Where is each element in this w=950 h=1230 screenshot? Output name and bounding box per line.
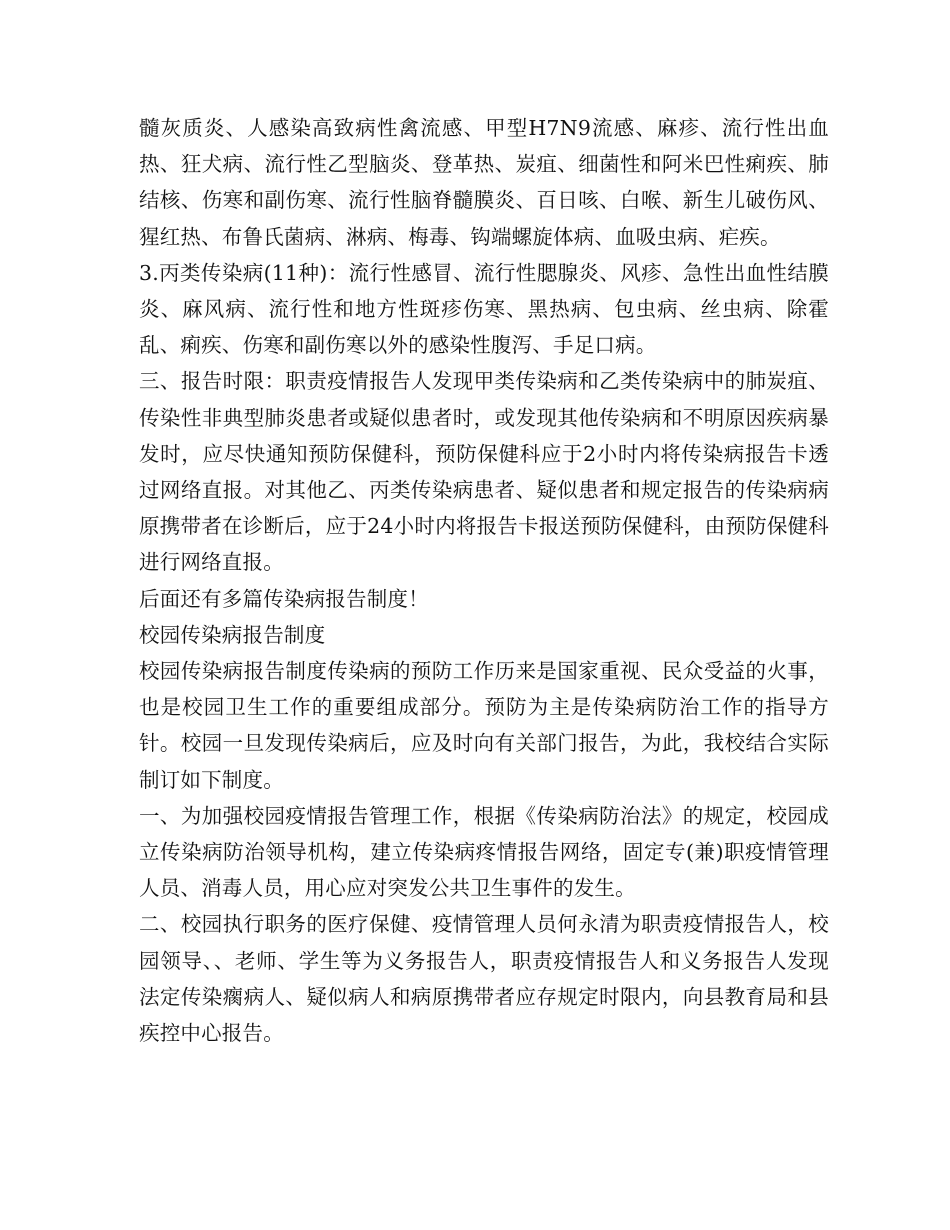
- paragraph-report-deadline: 三、报告时限：职责疫情报告人发现甲类传染病和乙类传染病中的肺炭疽、传染性非典型肺炎患者或疑似患者时，或发现其他传染病和不明原因疾病暴发时，应尽快通知预防保健科，预防保健科应于2小时内将传染病报告卡透过网络直报。对其他乙、丙类传染病患者、疑似患者和规定报告的传染病病原携带者在诊断后，应于24小时内将报告卡报送预防保健科，由预防保健科进行网络直报。: [139, 369, 829, 575]
- paragraph-campus-intro: 校园传染病报告制度传染病的预防工作历来是国家重视、民众受益的火事，也是校园卫生工作的重要组成部分。预防为主是传染病防治工作的指导方针。校园一旦发现传染病后，应及时向有关部门报告，为此，我校结合实际制订如下制度。: [139, 659, 829, 792]
- document-body: [139, 110, 829, 1051]
- paragraph-campus-item-1: 一、为加强校园疫情报告管理工作，根据《传染病防治法》的规定，校园成立传染病防治领导机构，建立传染病疼情报告网络，固定专(兼)职疫情管理人员、消毒人员，用心应对突发公共卫生事件的发生。: [139, 803, 829, 901]
- paragraph-more-articles-note: 后面还有多篇传染病报告制度！: [139, 586, 429, 611]
- section-title-campus-report-system: 校园传染病报告制度: [139, 622, 326, 647]
- paragraph-infectious-list-class-b: 髓灰质炎、人感染高致病性禽流感、甲型H7N9流感、麻疹、流行性出血热、狂犬病、流行性乙型脑炎、登革热、炭疽、细菌性和阿米巴性痢疾、肺结核、伤寒和副伤寒、流行性脑脊髓膜炎、百日咳、白喉、新生儿破伤风、猩红热、布鲁氏菌病、淋病、梅毒、钩端螺旋体病、血吸虫病、疟疾。: [139, 116, 829, 249]
- paragraph-campus-item-2: 二、校园执行职务的医疗保健、疫情管理人员何永清为职责疫情报告人，校园领导、、老师、学生等为义务报告人，职责疫情报告人和义务报告人发现法定传染瘸病人、疑似病人和病原携带者应存规定时限内，向县教育局和县疾控中心报告。: [139, 912, 829, 1046]
- paragraph-class-c-diseases: 3.丙类传染病(11种)：流行性感冒、流行性腮腺炎、风疹、急性出血性结膜炎、麻风病、流行性和地方性斑疹伤寒、黑热病、包虫病、丝虫病、除霍乱、痢疾、伤寒和副伤寒以外的感染性腹泻、手足口病。: [139, 260, 829, 358]
